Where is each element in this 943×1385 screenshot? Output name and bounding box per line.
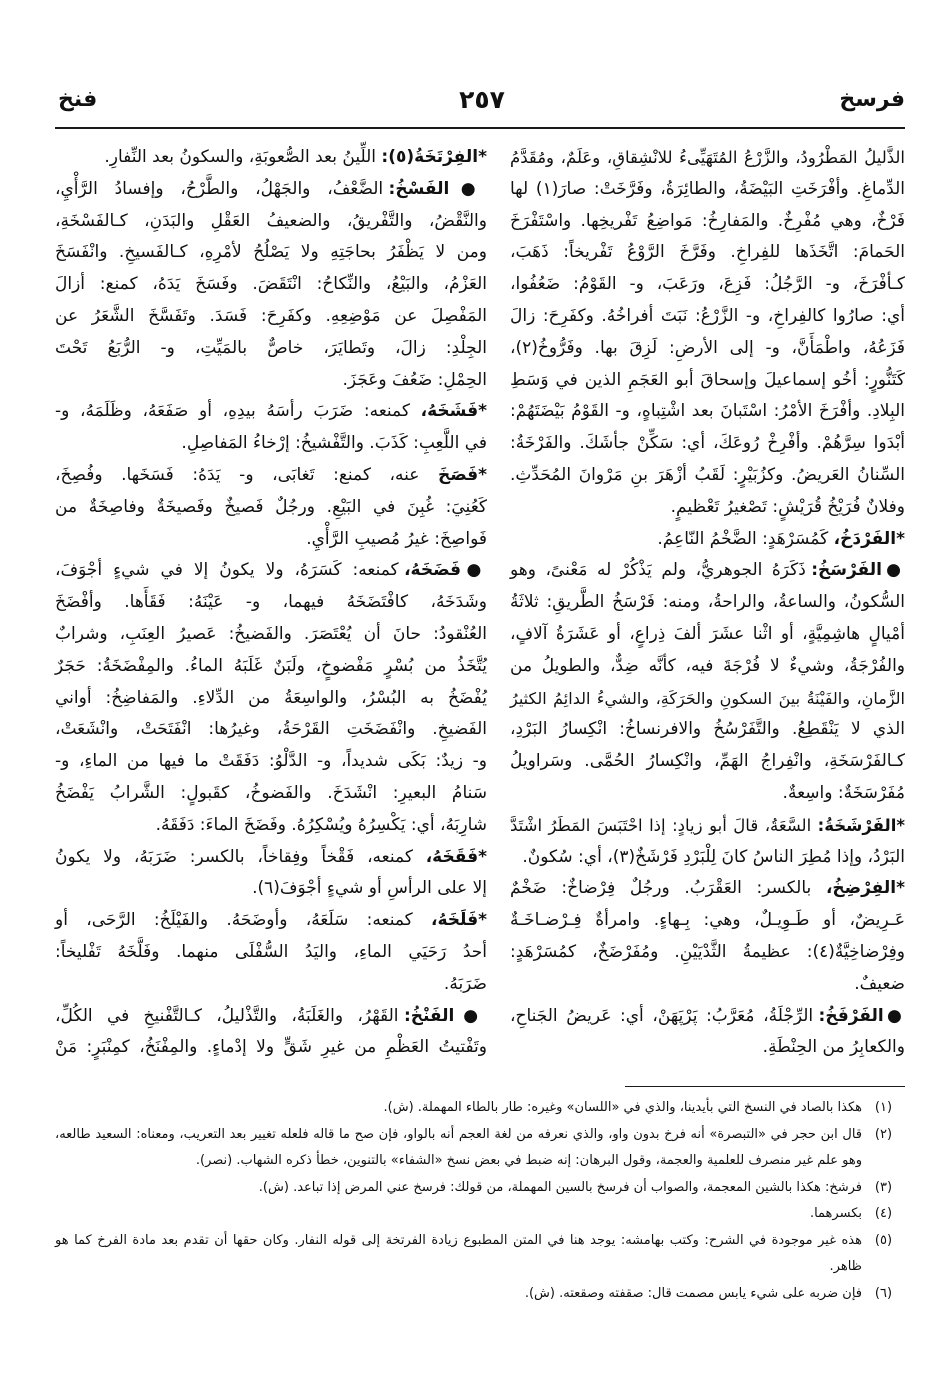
text-line: [510, 365, 905, 397]
text-line: [510, 555, 905, 587]
line-text: كَعُنِيَ: غُبِنَ في البَيْعِ. ورجُلٌ فَصيخٌ وفَصيخَةٌ وفاصِخَةٌ من: [55, 496, 487, 517]
line-text: وفِرْضاخِيَّةٌ(٤): عظيمةُ الثَّدْيَيْنِ. ومُفَرْضَخٌ، كمُسَرْهَدٍ:: [510, 941, 905, 962]
line-text: والفُرْجَةُ، وشيءٌ لا فُرْجَةَ فيه، كأنَّه ضِدٌّ، والطويلُ من: [510, 655, 905, 676]
line-text: و- زيدٌ: بَكَى شديداً، و- الدَّلْوُ: دَفَقَتْ ما فيها من الماءِ، و-: [55, 751, 487, 772]
text-line: [510, 619, 905, 651]
footnote-item: [55, 1201, 905, 1228]
line-text: والنَّقْضُ، والتَّفْريقُ، والضعيفُ العَقْلِ والبَدَنِ، كـالفَسْخَةِ،: [55, 210, 487, 231]
text-line: [55, 969, 487, 1001]
text-line: [510, 969, 905, 1001]
line-text: كمنعه: كَسَرَهُ، ولا يكونُ إلا في شيءٍ أجْوَفَ،: [55, 560, 405, 581]
text-line: [510, 873, 905, 905]
text-line: [55, 810, 487, 842]
line-text: فَرْخٌ، وهي مُفْرِخٌ. والمَفارِخُ: مَواضِعُ تَفْريخِها. واسْتَفْرَخَ: [510, 210, 905, 231]
header-root-word-left: فنخ: [58, 87, 98, 112]
footnote-line: [55, 1228, 862, 1255]
line-text: والكعابِرُ من الحِنْطَةِ.: [762, 1037, 905, 1058]
text-line: [55, 206, 487, 238]
line-text: إلا على الرأسِ أو شيءٍ أجْوَفَ(٦).: [252, 878, 487, 899]
footnote-number: (٣): [874, 1179, 893, 1195]
header-rule: [55, 127, 905, 129]
entry-headword: *الفَرْدَخُ،: [833, 528, 905, 549]
entry-headword: ●الفَنْخُ:: [403, 1005, 487, 1026]
line-text: فَواصِخَ: غيرُ مُصيبِ الرَّأْيِ.: [306, 528, 487, 549]
line-text: وفلانٌ فُرَيْخُ قُرَيْشٍ: تَصْغيرُ تَعْظيمٍ.: [670, 496, 905, 517]
line-text: الذَّليلُ المَطْرُودُ، والزَّرْعُ المُتَهَيِّىءُ للانْشِقاقِ، وعَلَمٌ، ومُقَدَّمُ: [510, 148, 905, 167]
footnote-text: هكذا بالصاد في النسخ التي بأيدينا، والذي في «اللسان» وغيره: طار بالطاء المهملة. (ش).: [383, 1100, 862, 1115]
line-text: البِلادِ. وأفْرَخَ الأمْرُ: اسْتَبانَ بعد اشْتِباهٍ، و- القَوْمُ بَيْضَتَهُمْ:: [510, 401, 905, 422]
text-line: [510, 905, 905, 937]
text-line: [510, 746, 905, 778]
text-line: [510, 396, 905, 428]
footnote-text: ظاهر.: [829, 1259, 862, 1274]
footnote-number: (٢): [874, 1126, 893, 1142]
line-text: ذَكَرَهُ الجوهريُّ، ولم يَذْكُرْ له مَعْنىً، وهو: [510, 560, 812, 581]
line-text: الفَضيخِ. وانْفَضَخَتِ القَرْحَةُ، وغيرُها: انْفَتَحَتْ، وانْشَعَتْ،: [55, 719, 487, 740]
footnote-text: بكسرهما.: [809, 1206, 862, 1221]
line-text: اللِّينُ بعد الصُّعوبَةِ، والسكونُ بعد النِّفارِ.: [104, 147, 382, 167]
text-line: [510, 174, 905, 206]
text-line: [55, 492, 487, 524]
left-column: [55, 142, 487, 1064]
footnote-item: [55, 1095, 905, 1122]
line-text: الجِلْدِ: زالَ، وتَطايَرَ، خاصٌّ بالمَيِّتِ، و- الرُّبَعُ تَحْتَ: [55, 337, 487, 358]
footnote-line: [55, 1281, 862, 1308]
line-text: العُنْقودُ: حانَ أن يُعْتَصَرَ. والفَضيخُ: عَصيرُ العِنَبِ، وشرابٌ: [55, 623, 487, 644]
text-line: [510, 683, 905, 715]
line-text: يُفْضَخُ به البُسْرُ، والواسِعَةُ من الدِّلاءِ. والمَفاضِخُ: أواني: [55, 687, 487, 708]
entry-headword: *الفِرْضِخُ،: [825, 878, 905, 899]
footnote-item: [55, 1228, 905, 1281]
entry-headword: ●الفَرْفَخُ:: [818, 1005, 905, 1026]
text-line: [55, 905, 487, 937]
text-line: [510, 524, 905, 556]
text-line: [55, 873, 487, 905]
footnote-separator: [625, 1086, 905, 1087]
text-line: [55, 524, 487, 556]
text-line: [510, 237, 905, 269]
line-text: سَنامُ البعيرِ: انْشَدَخَ. والفَضوخُ، كقَبولٍ: الشَّرابُ يَفْضَخُ: [55, 782, 487, 803]
dictionary-entry: [55, 555, 487, 841]
text-line: [510, 460, 905, 492]
dictionary-entry: [510, 524, 905, 556]
page-number: ٢٥٧: [459, 85, 505, 114]
text-line: [510, 1001, 905, 1033]
dictionary-entry: [55, 142, 487, 174]
entry-headword: *فَلَخَهُ،: [431, 910, 487, 931]
text-line: [510, 587, 905, 619]
line-text: الدِّماغِ. وأفْرَخَتِ البَيْضَةُ، والطائِرَةُ، وفَرَّخَتْ: صارَ(١) لها: [510, 178, 905, 199]
text-line: [55, 174, 487, 206]
text-line: [510, 810, 905, 842]
line-text: كـأفْرَخَ، و- الرَّجُلُ: فَزِعَ، ورَعَبَ، و- القَوْمُ: ضَعُفُوا،: [510, 274, 905, 295]
text-line: [55, 142, 487, 174]
entry-headword: ●الفَسْخُ:: [388, 178, 487, 199]
footnote-line: [55, 1201, 862, 1228]
footnote-item: [55, 1122, 905, 1175]
dictionary-entry: [55, 174, 487, 397]
text-line: [55, 619, 487, 651]
line-text: الضَّعْفُ، والجَهْلُ، والطَّرْحُ، وإفسادُ الرَّأْيِ،: [55, 178, 389, 199]
line-text: ضعيفٌ.: [854, 973, 905, 994]
entry-headword: *الفَرْشَخَةُ:: [817, 815, 905, 835]
line-text: في اللَّعِبِ: كَذَبَ. والتَّفْشيخُ: إرْخاءُ المَفاصِلِ.: [181, 433, 487, 454]
line-text: الحَمامَ: اتَّخَذَها للفِراخِ. وفَرَّخَ الرَّوْعُ تَفْريخاً: ذَهَبَ،: [510, 242, 905, 263]
text-line: [510, 714, 905, 746]
dictionary-entry: [510, 555, 905, 809]
text-line: [510, 206, 905, 238]
footnote-line: [55, 1095, 862, 1122]
line-text: كمنعه: ضَرَبَ رأسَهُ بيدِهِ، أو صَفَعَهُ، وظَلَمَهُ، و-: [55, 401, 421, 422]
text-line: [510, 1032, 905, 1064]
footnote-number: (٥): [874, 1232, 893, 1248]
text-line: [510, 333, 905, 365]
footnote-number: (٦): [874, 1285, 893, 1301]
text-line: [55, 714, 487, 746]
text-line: [55, 746, 487, 778]
footnote-text: هذه غير موجودة في الشرح: وكتب بهامشه: يوجد هنا في المتن المطبوع زيادة الفرتخة إلى قوله النفار. وكان حقها أن تقدم بعد مادة الفرخ كما هو: [55, 1232, 862, 1248]
entry-headword: ●فَضَخَهُ،: [404, 560, 487, 581]
dictionary-entry: [510, 810, 905, 874]
line-text: السَّعَةُ، قالَ أبو زيادٍ: إذا احْتَبَسَ المَطَرُ اشْتَدَّ: [510, 815, 818, 835]
text-line: [510, 428, 905, 460]
footnote-text: فرشخ: هكذا بالشين المعجمة، والصواب أن فرسخ بالسين المهملة، من قولك: فرسخ عني المرض إذا تباعد. (ش).: [258, 1179, 862, 1195]
dictionary-entry: [55, 842, 487, 906]
line-text: الرِّجْلَةُ، مُعَرَّبُ: پَرْپَهَنْ، أي: عَريضُ الجَناحِ،: [510, 1005, 819, 1026]
line-text: كمنعه، فَقْخاً وفِقاخاً، بالكسر: ضَرَبَهُ، ولا يكونُ: [55, 846, 426, 867]
footnote-line: [55, 1254, 862, 1281]
text-line: [55, 651, 487, 683]
entry-headword: *الفِرْتَخَةُ(٥):: [381, 147, 487, 167]
line-text: العَزْمُ، والبَيْعُ، والنِّكاحُ: انْتَقَضَ. وفَسَخَ يَدَهُ، كمنع: أزالَ: [55, 274, 487, 295]
line-text: يُتَّخَذُ من بُسْرٍ مَفْضوخٍ، ولَبَنٌ غَلَبَهُ الماءُ. والمِفْضَخَةُ: حَجَرٌ: [55, 655, 487, 676]
text-line: [510, 492, 905, 524]
line-text: عنه، كمنع: تَغابَى، و- يَدَهُ: فَسَخَها. وفُصِخَ،: [55, 464, 438, 485]
text-line: [55, 587, 487, 619]
line-text: المَفْصِلَ عن مَوْضِعِهِ. وكفَرِحَ: فَسَدَ. وتَفَسَّخَ الشَّعَرُ عن: [55, 305, 487, 326]
entry-headword: *فَصَخَ: [437, 464, 487, 485]
line-text: مُفَرْسَخَةٌ: واسِعةٌ.: [782, 782, 905, 803]
dictionary-entry: [55, 1001, 487, 1065]
line-text: أي: صارُوا كالفِراخِ، و- الزَّرْعُ: نَبَتَ أفراخُهُ. وكفَرِحَ: زالَ: [510, 305, 905, 326]
dictionary-entry: [55, 396, 487, 460]
dictionary-entry: [55, 905, 487, 1000]
line-text: البَرْدُ، وإذا مُطِرَ الناسُ كانَ لِلْبَرْدِ فَرْشَخٌ(٣)، أي: سُكونٌ.: [522, 846, 905, 867]
text-line: [55, 1032, 487, 1064]
line-text: كَتَنُّورٍ: أخُو إسماعيلَ وإسحاقَ أبو العَجَمِ الذين في وَسَطِ: [510, 369, 905, 390]
line-text: كمنعه: سَلَعَهُ، وأوضَحَهُ. والفَيْلَخُ: الرَّحَى، أو: [55, 910, 432, 931]
footnotes: [55, 1095, 905, 1307]
line-text: الذي لا يَنْقَطِعُ. والتَّفَرْسُخُ والافرنساخُ: انْكِسارُ البَرْدِ،: [510, 719, 905, 740]
footnote-line: [55, 1175, 862, 1202]
entry-headword: *فَشَخَهُ،: [420, 401, 487, 422]
line-text: أبْدَوا سِرَّهُمْ. وأفْرِخْ رُوعَكَ، أي: سَكِّنْ جأشَكَ. والفَرْخَةُ:: [510, 433, 905, 454]
line-text: ضَرَبَهُ.: [443, 973, 487, 994]
entry-headword: ●الفَرْسَخُ:: [811, 560, 905, 581]
header-root-word-right: فرسخ: [839, 87, 905, 112]
line-text: أمْيالٍ هاشِمِيَّةٍ، أو اثْنا عشَرَ ألفَ ذِراعٍ، أو عَشَرَةُ آلافٍ،: [510, 623, 905, 644]
text-line: [55, 428, 487, 460]
right-column: [510, 142, 905, 1064]
dictionary-entry: [510, 1001, 905, 1065]
text-line: [55, 269, 487, 301]
footnote-body: [55, 1175, 862, 1202]
footnote-text: قال ابن حجر في «التبصرة» أنه فرخ بدون واو، والذي نعرفه من لغة العجم أنه بالواو، فإن صح ما قاله فلعله تغيير بعد التعريب، ومعناه: السعيد طالعه،: [55, 1126, 862, 1142]
line-text: فَزَعُهُ، واطْمَأَنَّ، و- إلى الأرضِ: لَزِقَ بها. وفَرُّوخُ(٢)،: [510, 337, 905, 358]
line-text: بالكسر: العَقْرَبُ. ورجُلٌ فِرْضاخٌ: ضَخْمٌ: [510, 878, 826, 899]
line-text: عَـرِيضٌ، أو طَـوِيـلٌ، وهي: بِـهاءٍ. وامرأةٌ فِـرْضـاخَـةٌ: [510, 910, 905, 931]
text-line: [55, 683, 487, 715]
footnote-body: [55, 1228, 862, 1281]
line-text: أحدُ رَحَيَي الماءِ، واليَدُ السُّفْلَى منهما. وفَلَّخَهُ تَفْليخاً:: [55, 941, 487, 962]
line-text: القَهْرُ، والغَلَبَةُ، والتَّذْليلُ، كـالتَّفْنيخِ في الكُلِّ،: [55, 1005, 404, 1026]
line-text: وتَفْتيتُ العَظْمِ من غيرِ شَقٍّ ولا إدْماءٍ. والمِفْنَخُ، كمِنْبَرٍ: مَنْ: [55, 1037, 487, 1058]
line-text: كـالفَرْسَخَةِ، وانْفِراجُ الهَمِّ، وانْكِسارُ الحُمَّى. وسَراويلُ: [510, 751, 905, 772]
text-line: [55, 460, 487, 492]
text-line: [55, 237, 487, 269]
text-line: [55, 778, 487, 810]
line-text: وشَدَخَهُ، كافْتَضَخَهُ فيهما، و- عَيْنَهُ: فَقَأَها. وأفْضَخَ: [55, 592, 487, 613]
text-line: [55, 937, 487, 969]
text-line: [55, 842, 487, 874]
footnote-text: فإن ضربه على شيء يابس مصمت قال: صقفته وصقعته. (ش).: [524, 1285, 862, 1301]
text-line: [510, 142, 905, 174]
footnote-line: [55, 1148, 862, 1175]
footnote-body: [55, 1095, 862, 1122]
text-line: [510, 651, 905, 683]
text-line: [55, 555, 487, 587]
footnote-number: (٤): [874, 1206, 893, 1221]
footnote-body: [55, 1201, 862, 1228]
line-text: الحِمْلِ: ضَعُفَ وعَجَزَ.: [342, 369, 487, 390]
footnote-item: [55, 1175, 905, 1202]
text-line: [55, 301, 487, 333]
footnote-text: وهو علم غير منصرف للعلمية والعجمة، وقول البرهان: إنه ضبط في بعض نسخ «الشفاء» بالتنوين، خطأ ذكره الشهاب. (نصر).: [195, 1153, 862, 1168]
dictionary-entry: [510, 142, 905, 524]
dictionary-entry: [55, 460, 487, 555]
text-line: [510, 778, 905, 810]
text-line: [55, 365, 487, 397]
line-text: كَمُسَرْهَدٍ: الضَّخْمُ النّاعِمُ.: [657, 528, 834, 549]
footnote-body: [55, 1122, 862, 1175]
line-text: الزَّمانِ، والفَيْنَةُ بينَ السكونِ والحَرَكَةِ، والشيءُ الدائِمُ الكثيرُ: [510, 688, 905, 708]
text-line: [510, 937, 905, 969]
line-text: ومن لا يَظْفَرُ بحاجَتِهِ ولا يَصْلُحُ لأمْرِهِ، كـالفَسيخِ. وانْفَسَخَ: [55, 242, 487, 263]
text-line: [510, 269, 905, 301]
footnote-number: (١): [874, 1100, 893, 1115]
line-text: السِّنانُ العَريضُ. وكزُبَيْرٍ: لَقَبُ أزْهَرَ بنِ مَرْوانَ المُحَدِّثِ.: [510, 464, 905, 485]
text-line: [55, 1001, 487, 1033]
line-text: شارِبَهُ، أي: يَكْسِرُهُ ويُسْكِرُهُ. وفَضَخَ الماءَ: دَفَقَهُ.: [155, 814, 487, 835]
line-text: السُّكونُ، والساعةُ، والراحةُ، ومنه: فَرْسَخُ الطَّريقِ: ثلاثَةُ: [510, 592, 905, 613]
text-line: [510, 301, 905, 333]
footnote-item: [55, 1281, 905, 1308]
dictionary-entry: [510, 873, 905, 1000]
text-line: [55, 333, 487, 365]
text-line: [55, 396, 487, 428]
footnote-line: [55, 1122, 862, 1149]
entry-headword: *فَقَخَهُ،: [425, 846, 487, 867]
footnote-body: [55, 1281, 862, 1308]
text-line: [510, 842, 905, 874]
